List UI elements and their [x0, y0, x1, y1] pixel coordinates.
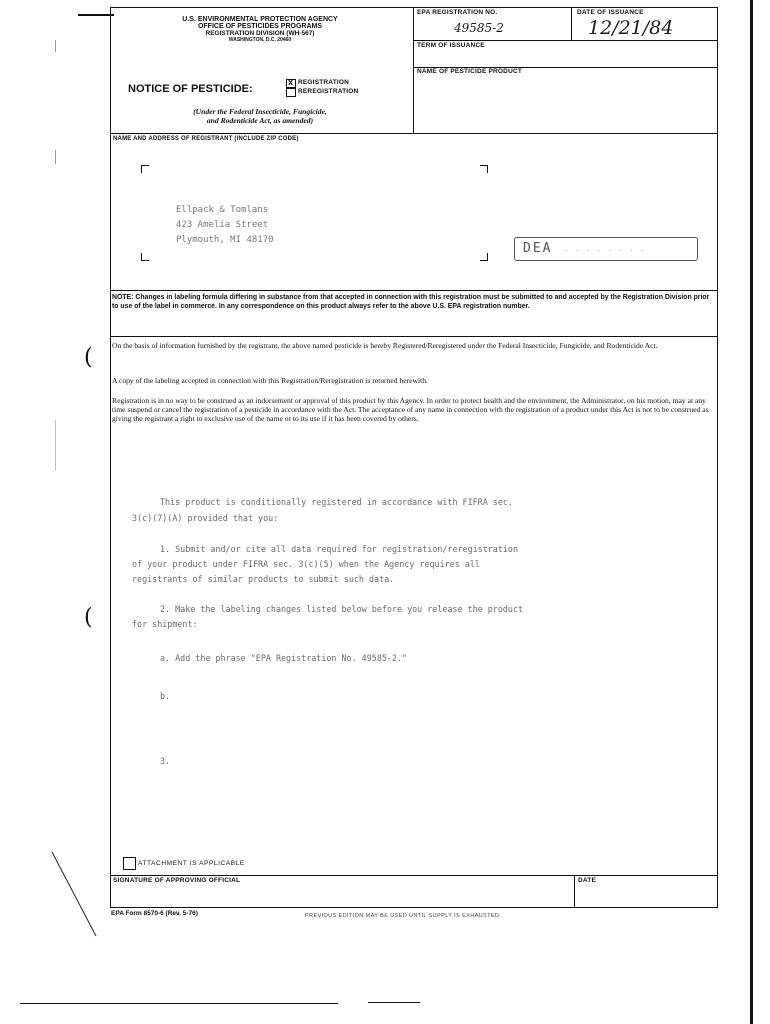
agency-division: REGISTRATION DIVISION (WH-567): [205, 30, 315, 37]
condition-intro-line-2: 3(c)(7)(A) provided that you:: [132, 513, 279, 523]
previous-edition-note: PREVIOUS EDITION MAY BE USED UNTIL SUPPLY IS EXHAUSTED.: [305, 913, 502, 919]
condition-1-line-3: registrants of similar products to submit such data.: [132, 574, 395, 584]
condition-1-line-2: of your product under FIFRA sec. 3(c)(5) when the Agency requires all: [132, 559, 480, 569]
term-label: TERM OF ISSUANCE: [417, 42, 485, 49]
reregistration-checkbox[interactable]: [286, 88, 296, 97]
form-border-right: [717, 7, 718, 907]
condition-2a: a. Add the phrase "EPA Registration No. 49585-2.": [160, 653, 408, 663]
form-number: EPA Form 8570-6 (Rev. 5-76): [111, 910, 198, 917]
bottom-edge-line-left: [20, 1003, 338, 1004]
punch-hole-top: (: [84, 345, 93, 370]
header-bottom: [110, 133, 718, 134]
registrant-line-2[interactable]: 423 Amelia Street: [176, 220, 269, 230]
note-top: [110, 290, 718, 291]
attachment-label: ATTACHMENT IS APPLICABLE: [138, 860, 245, 867]
option-reregistration: REREGISTRATION: [298, 88, 359, 95]
form-border-top: [110, 7, 718, 8]
registrant-label: NAME AND ADDRESS OF REGISTRANT (INCLUDE ZIP CODE): [113, 136, 299, 142]
condition-1-line-1: 1. Submit and/or cite all data required for registration/reregistration: [160, 544, 518, 554]
signature-top: [110, 875, 718, 876]
form-border-left: [110, 7, 111, 907]
receipt-stamp: [514, 237, 698, 261]
product-label: NAME OF PESTICIDE PRODUCT: [417, 68, 523, 75]
window-corner-br: [480, 253, 488, 261]
registration-text: Registration is in no way to be construed as an indorsement or approval of this product by this Agency. In order to protect health and the environment, the Administrator, on his motion, may at any time suspend or cancel the registration of a pesticide in accordance with the Act. The acceptance of any name in connection with the registration of a product under this Act is not to be construed as giving the registrant a right to exclusive use of the name or to its use if it has been covered by others.: [112, 396, 709, 424]
punch-hole-bottom: (: [84, 605, 93, 630]
signature-date-divider: [574, 875, 575, 907]
term-top: [413, 40, 718, 41]
notice-title: NOTICE OF PESTICIDE:: [128, 83, 253, 95]
epa-reg-label: EPA REGISTRATION NO.: [417, 9, 498, 16]
agency-address: WASHINGTON, D.C. 20460: [228, 37, 292, 43]
left-margin-tick-3: [55, 420, 56, 470]
epa-reg-value[interactable]: 49585-2: [454, 21, 504, 35]
note-bottom: [110, 336, 718, 337]
attachment-checkbox[interactable]: [123, 857, 136, 870]
left-margin-tick-1: [55, 40, 56, 52]
registration-checkbox[interactable]: [286, 79, 296, 88]
stamp-text: DEA: [523, 241, 553, 256]
act-line-1: (Under the Federal Insecticide, Fungicide,: [193, 107, 327, 116]
header-divider: [413, 7, 414, 133]
condition-2-line-2: for shipment:: [132, 619, 198, 629]
right-edge-line: [750, 0, 753, 1024]
condition-3-line-1: 3.: [160, 756, 171, 766]
condition-2-line-1: 2. Make the labeling changes listed below before you release the product: [160, 604, 524, 614]
window-corner-bl: [141, 253, 149, 261]
window-corner-tl: [141, 165, 149, 173]
signature-label: SIGNATURE OF APPROVING OFFICIAL: [113, 877, 241, 884]
registrant-line-1[interactable]: Ellpack & Tomlans: [176, 205, 269, 215]
agency-office: OFFICE OF PESTICIDES PROGRAMS: [197, 23, 323, 30]
date-issuance-value[interactable]: 12/21/84: [588, 17, 674, 39]
condition-2b-line-1: b.: [160, 691, 171, 701]
copy-text: A copy of the labeling accepted in connection with this Registration/Reregistration is returned herewith.: [112, 376, 428, 385]
bottom-edge-line-dash: [368, 1002, 420, 1003]
agency-block: [110, 16, 410, 43]
date-issuance-label: DATE OF ISSUANCE: [577, 9, 644, 16]
basis-text: On the basis of information furnished by the registrant, the above named pesticide is hereby Registered/Reregistered under the Federal Insecticide, Fungicide, and Rodenticide Act.: [112, 341, 658, 350]
stamp-dots: · · · · · · · ·: [565, 246, 647, 255]
margin-stroke: [50, 850, 100, 940]
header-rule-left: [78, 14, 114, 16]
condition-intro-line-1: This product is conditionally registered in accordance with FIFRA sec.: [160, 497, 513, 507]
act-line-2: and Rodenticide Act, as amended): [206, 116, 314, 125]
registration-check-mark: x: [288, 77, 294, 87]
act-citation: [110, 107, 410, 125]
epa-notice-form: [110, 7, 718, 907]
window-corner-tr: [480, 165, 488, 173]
agency-name: U.S. ENVIRONMENTAL PROTECTION AGENCY: [182, 16, 338, 23]
date-label: DATE: [578, 877, 597, 884]
registrant-line-3[interactable]: Plymouth, MI 48170: [176, 235, 274, 245]
note-text: NOTE: Changes in labeling formula differing in substance from that accepted in connection with this registration must be submitted to and accepted by the Registration Division prior to use of the label in commerce. In any correspondence on this product always refer to the above U.S. EPA registration number.: [112, 294, 710, 310]
option-registration: REGISTRATION: [298, 79, 350, 86]
form-border-bottom: [110, 907, 718, 908]
left-margin-tick-2: [55, 150, 56, 164]
reg-date-divider: [571, 7, 572, 40]
